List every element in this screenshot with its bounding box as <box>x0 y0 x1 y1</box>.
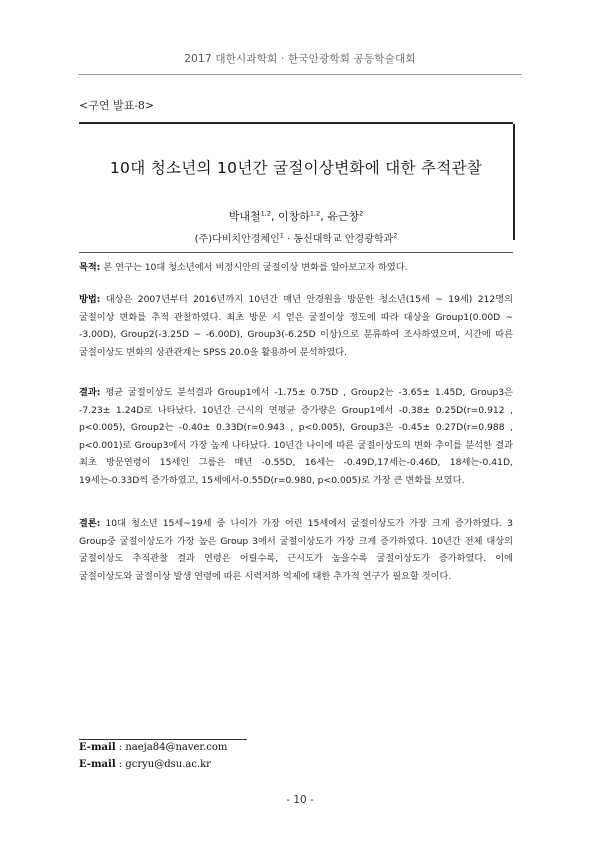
email-line <box>79 759 211 770</box>
results-text: 평균 굴절이상도 분석결과 Group1에서 -1.75± 0.75D , Group2는 -3.65± 1.45D, Group3은 -7.23± 1.24D로 나타났다. 10년간 근시의 연평균 증가량은 Group1에서 -0.38± 0.25D(r=0.912 , p<0.005), Group2는 -0.40± 0.33D(r=0.943 , p<0.005), Group3은 -0.45± 0.27D(r=0.988 , p<0.001)로 Group3에서 가장 높게 나타났다. 10년간 나이에 따른 굴절이상도의 변화 추이를 분석한 결과 최초 방문연령이 15세인 그룹은 매년 -0.55D, 16세는 -0.49D,17세는-0.46D, 18세는-0.41D, 19세는-0.33D씩 증가하였고, 15세에서-0.55D(r=0.980, p<0.005)로 가장 큰 변화를 보였다. <box>79 387 513 486</box>
methods-text: 대상은 2007년부터 2016년까지 10년간 매년 안경원을 방문한 청소년(15세 ~ 19세) 212명의 굴절이상 변화를 추적 관찰하였다. 최초 방문 시 얻은 굴절이상 정도에 따라 대상을 Group1(0.00D ~ -3.00D), Group2(-3.25D ~ -6.00D), Group3(-6.25D 이상)으로 분류하여 조사하였으며, 시간에 따른 굴절이상도 변화의 상관관계는 SPSS 20.0을 활용하여 분석하였다. <box>79 294 513 358</box>
author-name: 유근창 <box>327 210 360 223</box>
methods-paragraph <box>79 291 513 361</box>
author-superscript: 1,2 <box>260 209 271 218</box>
conference-header: 2017 대한시과학회 · 한국안광학회 공동학술대회 <box>184 53 416 65</box>
affiliation-name: 동신대학교 안경광학과 <box>293 234 394 245</box>
affiliation-list <box>79 230 513 245</box>
email-label: E-mail <box>79 759 116 770</box>
author-superscript: 2 <box>359 209 364 218</box>
author-superscript: 1,2 <box>309 209 321 218</box>
affiliation-separator: · <box>283 234 294 245</box>
email-line <box>79 742 227 753</box>
email-separator: : <box>115 759 126 770</box>
affiliation-superscript: 2 <box>393 231 398 240</box>
purpose-text: 본 연구는 10대 청소년에서 비정시안의 굴절이상 변화를 알아보고자 하였다. <box>100 262 408 273</box>
conclusion-text: 10대 청소년 15세~19세 중 나이가 가장 어린 15세에서 굴절이상도가 가장 크게 증가하였다. 3 Group중 굴절이상도가 가장 높은 Group 3에서 굴절이상도가 가장 크게 증가하였다. 10년간 전체 대상의 굴절이상도 추적관찰 결과 연령은 어릴수록, 근시도가 높을수록 굴절이상도가 증가하였다. 이에 굴절이상도와 굴절이상 발생 연령에 따른 시력저하 억제에 대한 추가적 연구가 필요할 것이다. <box>79 518 513 582</box>
author-name: 박내철 <box>228 210 261 223</box>
author-name: 이창하 <box>277 210 310 223</box>
affiliation-superscript: 1 <box>279 231 284 240</box>
title-box <box>79 122 513 253</box>
email-address: naeja84@naver.com <box>125 742 228 753</box>
author-separator: , <box>270 210 278 223</box>
author-list <box>79 208 513 224</box>
email-label: E-mail <box>79 742 116 753</box>
header-divider <box>78 74 522 75</box>
purpose-label: 목적: <box>79 262 101 273</box>
results-paragraph <box>79 384 513 490</box>
paper-title: 10대 청소년의 10년간 굴절이상변화에 대한 추적관찰 <box>109 159 483 177</box>
conclusion-paragraph <box>79 515 513 585</box>
page-number: - 10 - <box>286 794 314 806</box>
conclusion-label: 결론: <box>79 518 101 529</box>
methods-label: 방법: <box>79 294 101 305</box>
author-separator: , <box>320 210 328 223</box>
email-separator: : <box>115 742 126 753</box>
footnote-divider <box>79 739 247 740</box>
results-label: 결과: <box>79 387 101 398</box>
email-address: gcryu@dsu.ac.kr <box>125 759 211 770</box>
purpose-paragraph <box>79 259 513 277</box>
affiliation-name: (주)다비치안경체인 <box>194 234 280 245</box>
session-tag: <구연 발표-8> <box>79 99 155 112</box>
